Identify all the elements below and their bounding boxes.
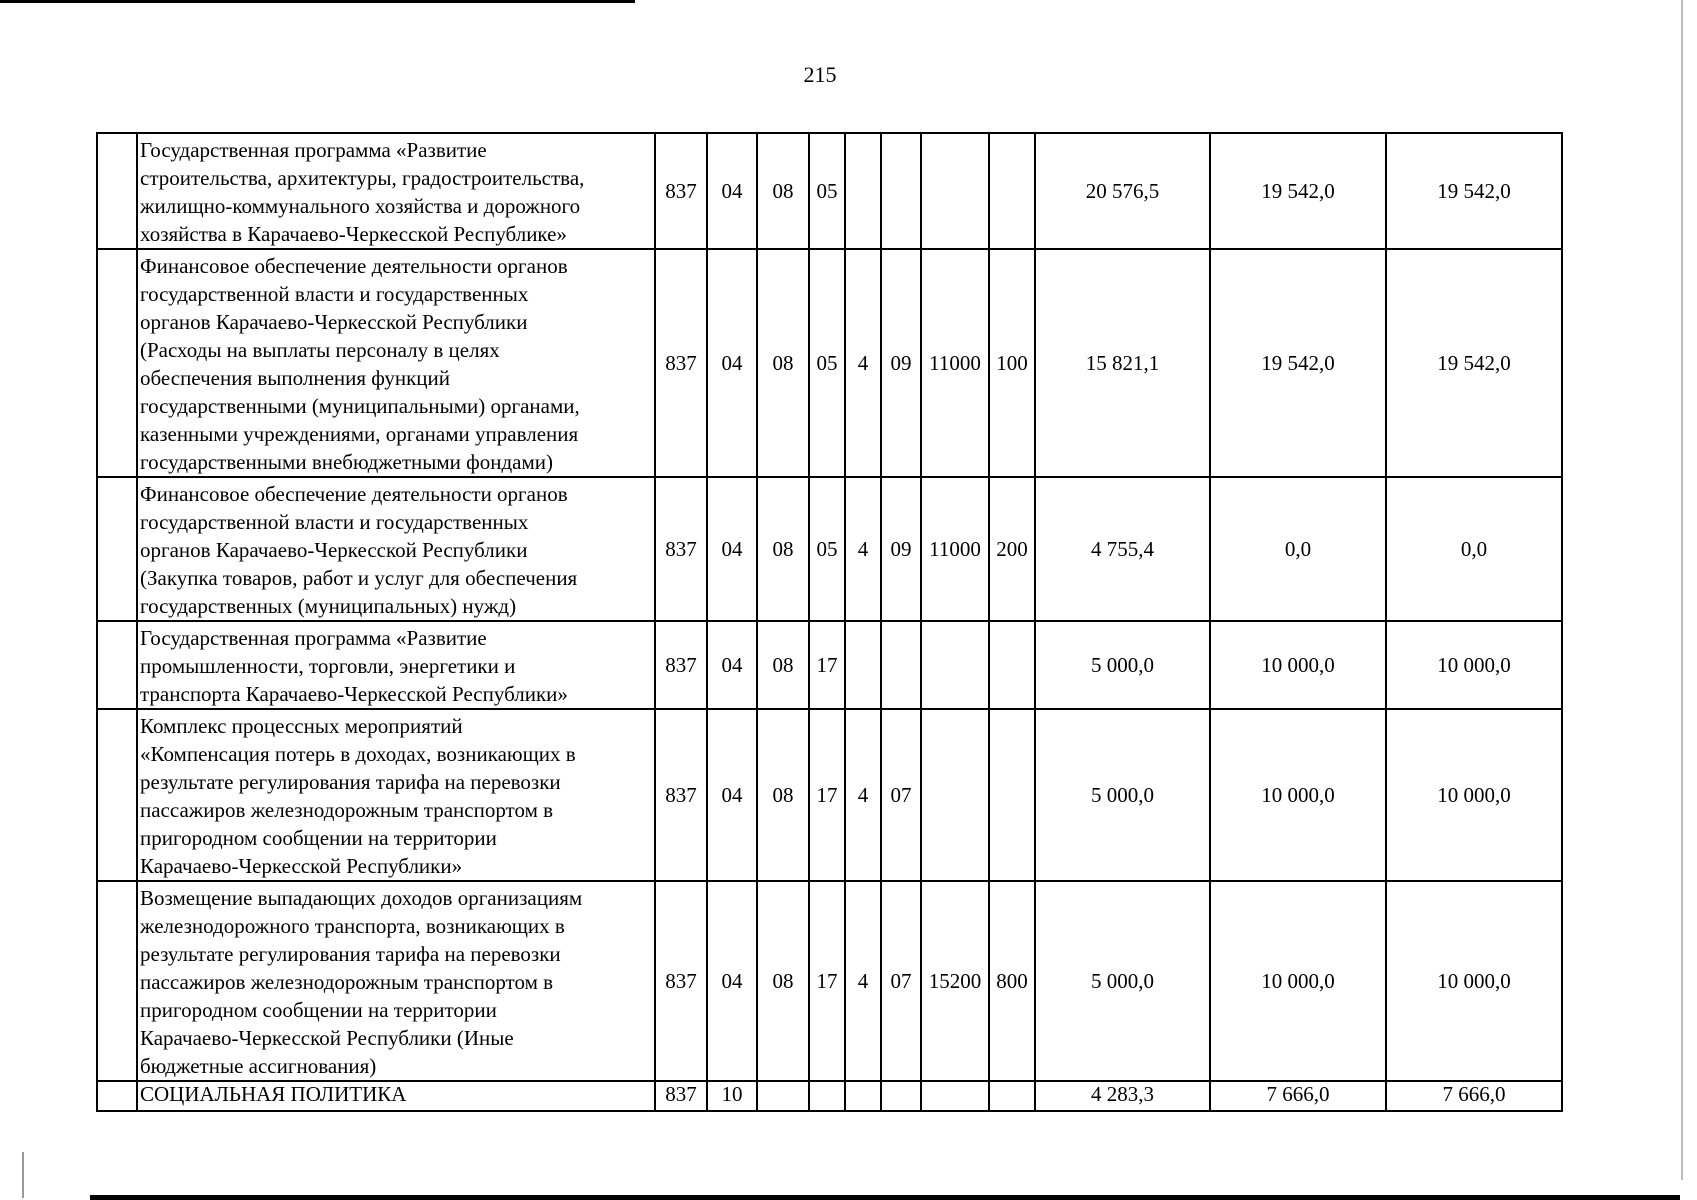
code-program-type: 4 [845, 881, 881, 1081]
code-subsection: 08 [757, 881, 809, 1081]
code-subprogram: 09 [881, 249, 921, 477]
scan-left-tick [22, 1152, 24, 1198]
scan-top-rule [0, 0, 635, 3]
amount-year-2: 10 000,0 [1210, 621, 1386, 709]
amount-year-2: 19 542,0 [1210, 249, 1386, 477]
code-direction: 11000 [921, 477, 989, 621]
code-ministry: 837 [655, 621, 707, 709]
code-section: 04 [707, 881, 757, 1081]
row-number-cell [97, 477, 137, 621]
row-description: Финансовое обеспечение деятельности органов государственной власти и государственных органов Карачаево-Черкесской Республики (Расходы на выплаты персоналу в целях обеспечения выполнения функций государственными (муниципальными) органами, казенными учреждениями, органами управления государственными внебюджетными фондами) [137, 249, 655, 477]
code-ministry: 837 [655, 133, 707, 249]
code-program-type [845, 133, 881, 249]
code-expense-type: 200 [989, 477, 1035, 621]
amount-year-3: 19 542,0 [1386, 133, 1562, 249]
code-program-type: 4 [845, 709, 881, 881]
budget-table [96, 132, 1563, 1112]
amount-year-2: 0,0 [1210, 477, 1386, 621]
amount-year-1: 15 821,1 [1035, 249, 1210, 477]
code-subprogram: 07 [881, 881, 921, 1081]
code-program-type: 4 [845, 249, 881, 477]
amount-year-1: 4 755,4 [1035, 477, 1210, 621]
table-row [97, 133, 1562, 249]
amount-year-1: 4 283,3 [1035, 1081, 1210, 1111]
code-ministry: 837 [655, 249, 707, 477]
code-direction: 15200 [921, 881, 989, 1081]
code-direction [921, 133, 989, 249]
code-subsection: 08 [757, 709, 809, 881]
code-section: 04 [707, 133, 757, 249]
code-expense-type: 100 [989, 249, 1035, 477]
code-subsection: 08 [757, 133, 809, 249]
table-row [97, 477, 1562, 621]
amount-year-3: 10 000,0 [1386, 881, 1562, 1081]
amount-year-3: 0,0 [1386, 477, 1562, 621]
amount-year-1: 5 000,0 [1035, 709, 1210, 881]
code-expense-type [989, 621, 1035, 709]
amount-year-2: 19 542,0 [1210, 133, 1386, 249]
row-description: Государственная программа «Развитие строительства, архитектуры, градостроительства, жилищно-коммунального хозяйства и дорожного хозяйства в Карачаево-Черкесской Республике» [137, 133, 655, 249]
scan-right-edge [1681, 0, 1683, 1180]
amount-year-1: 5 000,0 [1035, 881, 1210, 1081]
code-ministry: 837 [655, 477, 707, 621]
row-description: СОЦИАЛЬНАЯ ПОЛИТИКА [137, 1081, 655, 1111]
amount-year-3: 10 000,0 [1386, 621, 1562, 709]
code-subprogram [881, 133, 921, 249]
code-subsection: 08 [757, 621, 809, 709]
row-number-cell [97, 1081, 137, 1111]
scan-bottom-rule [90, 1195, 1680, 1200]
code-program: 05 [809, 477, 845, 621]
table-row [97, 1081, 1562, 1111]
code-section: 04 [707, 477, 757, 621]
amount-year-2: 10 000,0 [1210, 709, 1386, 881]
code-expense-type [989, 1081, 1035, 1111]
code-subsection: 08 [757, 249, 809, 477]
row-number-cell [97, 709, 137, 881]
amount-year-1: 20 576,5 [1035, 133, 1210, 249]
row-number-cell [97, 621, 137, 709]
code-program: 17 [809, 621, 845, 709]
code-section: 10 [707, 1081, 757, 1111]
code-program [809, 1081, 845, 1111]
code-subsection [757, 1081, 809, 1111]
row-description: Комплекс процессных мероприятий «Компенсация потерь в доходах, возникающих в результате регулирования тарифа на перевозки пассажиров железнодорожным транспортом в пригородном сообщении на территории Карачаево-Черкесской Республики» [137, 709, 655, 881]
page-number: 215 [803, 62, 837, 87]
code-program: 05 [809, 249, 845, 477]
code-program-type [845, 621, 881, 709]
row-number-cell [97, 881, 137, 1081]
code-program-type: 4 [845, 477, 881, 621]
amount-year-2: 7 666,0 [1210, 1081, 1386, 1111]
table-row [97, 621, 1562, 709]
amount-year-2: 10 000,0 [1210, 881, 1386, 1081]
code-ministry: 837 [655, 709, 707, 881]
code-ministry: 837 [655, 881, 707, 1081]
code-direction [921, 1081, 989, 1111]
code-program: 05 [809, 133, 845, 249]
code-expense-type [989, 133, 1035, 249]
code-direction: 11000 [921, 249, 989, 477]
table-row [97, 881, 1562, 1081]
code-subprogram: 07 [881, 709, 921, 881]
amount-year-1: 5 000,0 [1035, 621, 1210, 709]
table-row [97, 249, 1562, 477]
code-program-type [845, 1081, 881, 1111]
code-direction [921, 621, 989, 709]
code-subprogram [881, 1081, 921, 1111]
code-subsection: 08 [757, 477, 809, 621]
code-section: 04 [707, 709, 757, 881]
amount-year-3: 10 000,0 [1386, 709, 1562, 881]
amount-year-3: 19 542,0 [1386, 249, 1562, 477]
code-program: 17 [809, 709, 845, 881]
table-row [97, 709, 1562, 881]
row-description: Возмещение выпадающих доходов организациям железнодорожного транспорта, возникающих в результате регулирования тарифа на перевозки пассажиров железнодорожным транспортом в пригородном сообщении на территории Карачаево-Черкесской Республики (Иные бюджетные ассигнования) [137, 881, 655, 1081]
code-section: 04 [707, 621, 757, 709]
row-number-cell [97, 133, 137, 249]
code-section: 04 [707, 249, 757, 477]
amount-year-3: 7 666,0 [1386, 1081, 1562, 1111]
code-subprogram: 09 [881, 477, 921, 621]
code-subprogram [881, 621, 921, 709]
row-description: Государственная программа «Развитие промышленности, торговли, энергетики и транспорта Карачаево-Черкесской Республики» [137, 621, 655, 709]
code-program: 17 [809, 881, 845, 1081]
code-expense-type: 800 [989, 881, 1035, 1081]
row-description: Финансовое обеспечение деятельности органов государственной власти и государственных органов Карачаево-Черкесской Республики (Закупка товаров, работ и услуг для обеспечения государственных (муниципальных) нужд) [137, 477, 655, 621]
code-ministry: 837 [655, 1081, 707, 1111]
code-direction [921, 709, 989, 881]
code-expense-type [989, 709, 1035, 881]
row-number-cell [97, 249, 137, 477]
